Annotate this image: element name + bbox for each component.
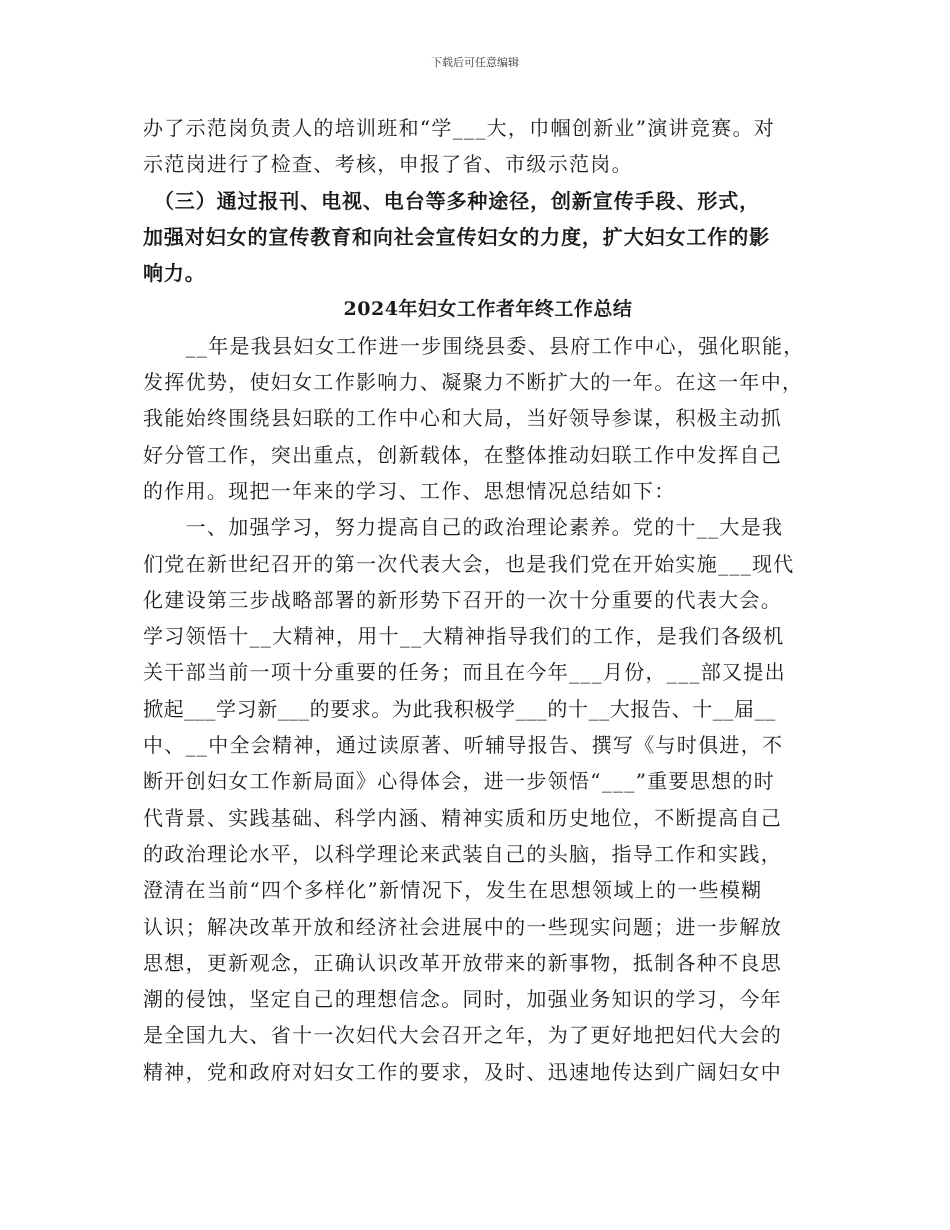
body-line: 好分管工作，突出重点，创新载体，在整体推动妇联工作中发挥自己: [143, 442, 782, 467]
page-header-note: 下载后可任意编辑: [431, 56, 519, 69]
body-line: 办了示范岗负责人的培训班和“学___大，巾帼创新业”演讲竞赛。对: [143, 116, 776, 140]
body-line: 中、__中全会精神，通过读原著、听辅导报告、撰写《与时俱进，不: [143, 733, 784, 758]
body-line: 们党在新世纪召开的第一次代表大会，也是我们党在开始实施___现代: [143, 551, 795, 576]
body-line: __年是我县妇女工作进一步围绕县委、县府工作中心，强化职能，: [143, 333, 805, 358]
body-line: 我能始终围绕县妇联的工作中心和大局，当好领导参谋，积极主动抓: [143, 406, 782, 431]
section-heading-line: （三）通过报刊、电视、电台等多种途径，创新宣传手段、形式，: [143, 188, 760, 213]
body-line: 发挥优势，使妇女工作影响力、凝聚力不断扩大的一年。在这一年中，: [143, 370, 804, 395]
body-line: 精神，党和政府对妇女工作的要求，及时、迅速地传达到广阔妇女中: [143, 1059, 782, 1084]
section-heading-line: 响力。: [143, 261, 206, 286]
body-line: 关干部当前一项十分重要的任务；而且在今年___月份，___部又提出: [143, 660, 786, 685]
body-line: 断开创妇女工作新局面》心得体会，进一步领悟“___”重要思想的时: [143, 769, 776, 794]
document-body: [143, 110, 833, 1090]
body-line: 代背景、实践基础、科学内涵、精神实质和历史地位，不断提高自己: [143, 805, 782, 830]
body-line: 认识；解决改革开放和经济社会进展中的一些现实问题；进一步解放: [143, 914, 782, 939]
body-line: 澄清在当前“四个多样化”新情况下，发生在思想领域上的一些模糊: [143, 878, 763, 903]
body-line: 一、加强学习，努力提高自己的政治理论素养。党的十__大是我: [143, 515, 784, 540]
body-line: 学习领悟十__大精神，用十__大精神指导我们的工作，是我们各级机: [143, 624, 785, 649]
body-line: 的政治理论水平，以科学理论来武装自己的头脑，指导工作和实践，: [143, 841, 782, 866]
section-heading-line: 加强对妇女的宣传教育和向社会宣传妇女的力度，扩大妇女工作的影: [143, 224, 770, 249]
body-line: 化建设第三步战略部署的新形势下召开的一次十分重要的代表大会。: [143, 587, 782, 612]
body-line: 潮的侵蚀，坚定自己的理想信念。同时，加强业务知识的学习，今年: [143, 987, 782, 1012]
body-line: 是全国九大、省十一次妇代大会召开之年，为了更好地把妇代大会的: [143, 1023, 782, 1048]
document-title: 2024年妇女工作者年终工作总结: [343, 298, 633, 321]
body-line: 思想，更新观念，正确认识改革开放带来的新事物，抵制各种不良思: [143, 950, 782, 975]
body-line: 示范岗进行了检查、考核，申报了省、市级示范岗。: [143, 152, 633, 177]
body-line: 掀起___学习新___的要求。为此我积极学___的十__大报告、十__届__: [143, 696, 776, 721]
body-line: 的作用。现把一年来的学习、工作、思想情况总结如下：: [143, 478, 676, 503]
